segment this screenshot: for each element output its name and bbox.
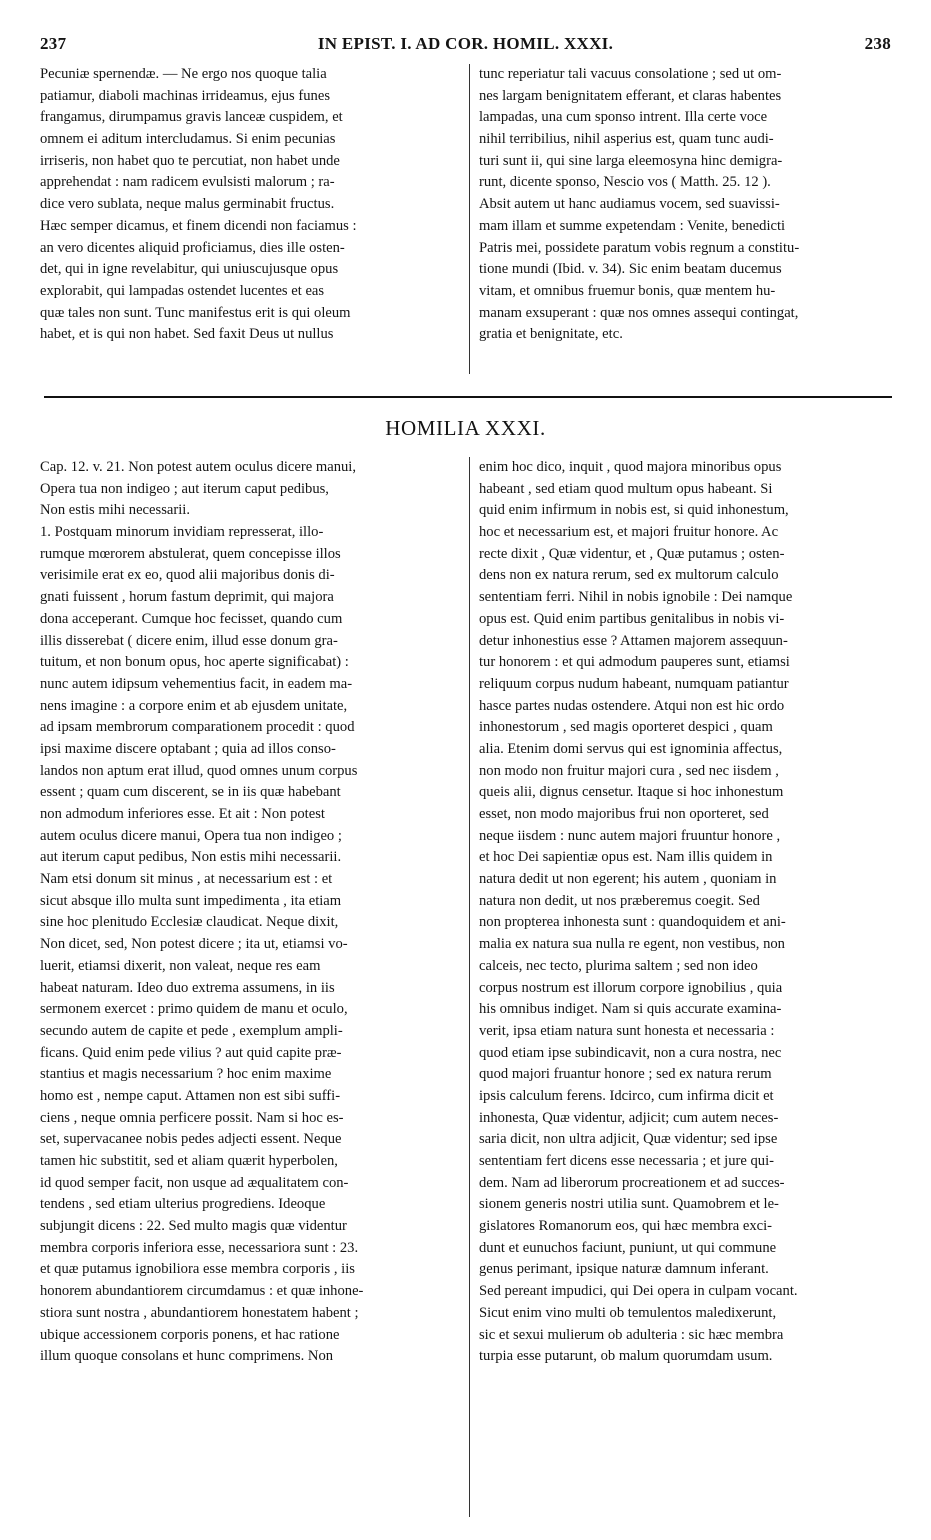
text-line: genus perimant, ipsique naturæ damnum inferant. [479, 1261, 769, 1278]
text-line: hoc et necessarium est, et majori fruitur honore. Ac [479, 524, 779, 541]
text-line: illis disserebat ( dicere enim, illud esse donum gra- [40, 632, 338, 649]
text-line: non modo non fruitur majori cura , sed nec iisdem , [479, 762, 779, 779]
text-line: et quæ putamus ignobiliora esse membra corporis , iis [40, 1261, 355, 1278]
text-line: nes largam benignitatem efferant, et claras habentes [479, 87, 782, 104]
text-line: membra corporis inferiora esse, necessariora sunt : 23. [40, 1239, 359, 1256]
text-line: malia ex natura sua nulla re egent, non vestibus, non [479, 936, 785, 953]
text-line: essent ; quam cum discerent, se in iis quæ habebant [40, 784, 341, 801]
text-line: quod majori fruantur honore ; sed ex natura rerum [479, 1066, 772, 1083]
text-line: nihil terribilius, nihil asperius est, quam tunc audi- [479, 131, 774, 148]
text-line: queis alii, dignus censetur. Itaque si hoc inhonestum [479, 784, 784, 801]
text-line: nunc autem idipsum vehementius facit, in eadem ma- [40, 675, 353, 692]
text-line: sine hoc plenitudo Ecclesiæ claudicat. Neque dixit, [40, 914, 339, 931]
text-line: set, supervacanee nobis pedes adjecti essent. Neque [40, 1131, 342, 1148]
text-line: neque iisdem : nunc autem majori fruuntur honore , [479, 827, 781, 844]
text-line: gratia et benignitate, etc. [479, 326, 623, 343]
column-divider-top [469, 64, 470, 374]
text-line: dens non ex natura rerum, sed ex multorum calculo [479, 567, 779, 584]
text-line: illum quoque consolans et hunc comprimens. Non [40, 1348, 334, 1365]
text-line: Patris mei, possidete paratum vobis regnum a constitu- [479, 239, 800, 256]
text-line: non admodum inferiores esse. Et ait : Non potest [40, 806, 325, 822]
text-line: autem oculus dicere manui, Opera tua non indigeo ; [40, 827, 342, 844]
text-line: sicut absque illo multa sunt impedimenta , ita etiam [40, 892, 342, 909]
text-line: turi sunt ii, qui sine larga eleemosyna hinc demigra- [479, 152, 783, 169]
text-line: Pecuniæ spernendæ. — Ne ergo nos quoque talia [40, 66, 327, 82]
text-line: his omnibus indiget. Nam si quis accurate examina- [479, 1001, 782, 1018]
text-line: Cap. 12. v. 21. Non potest autem oculus dicere manui, [40, 459, 356, 475]
text-line: ipsi maxime discere optabant ; quia ad illos conso- [40, 740, 336, 757]
text-line: dona acceperant. Cumque hoc fecisset, quando cum [40, 610, 343, 627]
running-title: IN EPIST. I. AD COR. HOMIL. XXXI. [317, 34, 614, 53]
text-line: habeant , sed etiam quod multum opus habeant. Si [479, 480, 773, 497]
text-line: gislatores Romanorum eos, qui hæc membra exci- [479, 1218, 773, 1235]
text-line: inhonestorum , sed magis oporteret despici , quam [479, 719, 773, 736]
text-line: tendens , sed etiam ulterius progrediens. Ideoque [40, 1196, 326, 1213]
running-header [40, 34, 891, 58]
text-line: ubique accessionem corporis ponens, et hac ratione [40, 1326, 340, 1343]
text-line: omnem ei aditum intercludamus. Si enim pecunias [40, 131, 336, 148]
text-line: tione mundi (Ibid. v. 34). Sic enim beatam ducemus [479, 261, 782, 278]
text-line: tamen hic substitit, sed et aliam quærit hyperbolen, [40, 1153, 338, 1169]
text-line: frangamus, dirumpamus gravis lanceæ cuspidem, et [40, 109, 343, 126]
page-number-left: 237 [40, 34, 67, 53]
text-line: dem. Nam ad liberorum procreationem et ad succes- [479, 1174, 785, 1191]
text-line: tur honorem : et qui admodum pauperes sunt, etiamsi [479, 654, 790, 671]
text-line: ciens , neque omnia perficere possit. Nam si hoc es- [40, 1109, 344, 1126]
text-line: vitam, et omnibus fruemur bonis, quæ mentem hu- [479, 282, 776, 299]
text-line: habet, et is qui non habet. Sed faxit Deus ut nullus [40, 326, 334, 343]
text-line: landos non aptum erat illud, quod omnes unum corpus [40, 762, 358, 779]
text-line: 1. Postquam minorum invidiam represserat, illo- [40, 524, 324, 541]
text-line: sententiam ferri. Nihil in nobis ignobile : Dei namque [479, 589, 793, 606]
text-line: verisimile erat ex eo, quod alii majoribus donis di- [40, 567, 335, 584]
text-line: patiamur, diaboli machinas irrideamus, ejus funes [40, 87, 330, 104]
text-line: Sed pereant impudici, qui Dei opera in culpam vocant. [479, 1283, 798, 1300]
text-line: quod etiam ipse subindicavit, non a cura nostra, nec [479, 1044, 782, 1061]
section-divider [44, 396, 892, 398]
text-line: gnati fuissent , horum fastum deprimit, qui majora [40, 589, 334, 606]
column-top-right [479, 64, 893, 346]
text-line: luerit, etiamsi dixerit, non valeat, neque res eam [40, 957, 321, 974]
text-line: ficans. Quid enim pede vilius ? aut quid capite præ- [40, 1044, 342, 1061]
column-divider-bottom [469, 457, 470, 1517]
text-line: manam exsuperant : quæ nos omnes assequi contingat, [479, 304, 799, 321]
page-number-right: 238 [864, 34, 891, 53]
text-line: opus est. Quid enim partibus genitalibus in nobis vi- [479, 610, 785, 627]
text-line: Opera tua non indigeo ; aut iterum caput pedibus, [40, 480, 329, 497]
text-line: dice vero sublata, neque malus germinabit fructus. [40, 196, 335, 213]
text-line: verit, ipsa etiam natura sunt honesta et necessaria : [479, 1022, 775, 1039]
text-line: corpus nostrum est illorum corpore ignobilius , quia [479, 979, 783, 996]
homily-title: HOMILIA XXXI. [385, 416, 546, 440]
text-line: nens imagine : a corpore enim et ab ejusdem unitate, [40, 697, 348, 714]
text-line: stiora sunt nostra , abundantiorem honestatem habent ; [40, 1304, 359, 1321]
text-line: natura dedit ut non egerent; his autem , quoniam in [479, 871, 777, 888]
text-line: alia. Etenim domi servus qui est ignominia affectus, [479, 740, 783, 757]
text-line: et hoc Dei sapientiæ opus est. Nam illis quidem in [479, 849, 773, 866]
text-line: natura non dedit, ut nos præberemus coegit. Sed [479, 892, 760, 909]
text-line: ad ipsam membrorum comparationem procedit : quod [40, 719, 355, 736]
text-line: homo est , nempe caput. Attamen non est sibi suffi- [40, 1087, 341, 1104]
text-line: sic et sexui mulierum ob adulteria : sic hæc membra [479, 1326, 784, 1343]
text-line: tuitum, et non bonum opus, hoc aperte significabat) : [40, 654, 349, 671]
text-line: sermonem exercet : primo quidem de manu et oculo, [40, 1001, 348, 1018]
text-line: det, qui in igne revelabitur, qui uniuscujusque opus [40, 261, 339, 278]
column-bottom-left [40, 457, 460, 1368]
text-line: hasce partes nudas ostendere. Atqui non est hic ordo [479, 697, 785, 714]
text-line: an vero dicentes aliquid proficiamus, dies ille osten- [40, 239, 345, 256]
text-line: subjungit dicens : 22. Sed multo magis quæ videntur [40, 1218, 347, 1235]
text-line: irriseris, non habet quo te percutiat, non habet unde [40, 152, 340, 169]
text-line: quæ tales non sunt. Tunc manifestus erit is qui oleum [40, 304, 351, 321]
text-line: Hæc semper dicamus, et finem dicendi non faciamus : [40, 217, 357, 234]
text-line: non propterea inhonesta sunt : quandoquidem et ani- [479, 914, 786, 931]
text-line: tunc reperiatur tali vacuus consolatione ; sed ut om- [479, 66, 782, 82]
text-line: turpia esse putarunt, ob malum quorumdam usum. [479, 1348, 773, 1365]
text-line: Nam etsi donum sit minus , at necessarium est : et [40, 871, 333, 888]
text-line: quid enim infirmum in nobis est, si quid inhonestum, [479, 502, 789, 519]
text-line: aut iterum caput pedibus, Non estis mihi necessarii. [40, 849, 342, 866]
text-line: ipsis calculum ferens. Idcirco, cum infirma dicit et [479, 1087, 774, 1104]
column-bottom-right [479, 457, 893, 1368]
text-line: enim hoc dico, inquit , quod majora minoribus opus [479, 459, 782, 475]
text-line: recte dixit , Quæ videntur, et , Quæ putamus ; osten- [479, 545, 785, 562]
text-line: secundo autem de capite et pede , exemplum ampli- [40, 1022, 343, 1039]
text-line: reliquum corpus nudum habeant, numquam patiantur [479, 675, 789, 692]
text-line: apprehendat : nam radicem evulsisti malorum ; ra- [40, 174, 335, 191]
text-line: stantius et magis necessarium ? hoc enim maxime [40, 1066, 332, 1083]
text-line: explorabit, qui lampadas ostendet lucentes et eas [40, 282, 325, 299]
column-top-left [40, 64, 460, 346]
text-line: sententiam fert dicens esse necessaria ; et jure qui- [479, 1153, 774, 1169]
text-line: dunt et eunuchos faciunt, puniunt, ut qui commune [479, 1239, 777, 1256]
text-line: detur inhonestius esse ? Attamen majorem assequun- [479, 632, 788, 649]
text-line: esset, non modo majoribus frui non oporteret, sed [479, 806, 769, 822]
text-line: honorem abundantiorem circumdamus : et quæ inhone- [40, 1283, 364, 1300]
text-line: sionem generis nostri utilia sunt. Quamobrem et le- [479, 1196, 779, 1213]
text-line: lampadas, una cum sponso intrent. Illa certe voce [479, 109, 768, 126]
text-line: Non dicet, sed, Non potest dicere ; ita ut, etiamsi vo- [40, 936, 348, 953]
text-line: rumque mœrorem abstulerat, quem concepisse illos [40, 545, 341, 562]
text-line: Absit autem ut hanc audiamus vocem, sed suavissi- [479, 196, 780, 213]
text-line: mam illam et summe expetendam : Venite, benedicti [479, 217, 786, 234]
text-line: id quod semper facit, non usque ad æqualitatem con- [40, 1174, 349, 1191]
text-line: Sicut enim vino multi ob temulentos maledixerunt, [479, 1304, 777, 1321]
text-line: inhonesta, Quæ videntur, adjicit; cum autem neces- [479, 1109, 779, 1126]
text-line: habeat naturam. Ideo duo extrema assumens, in iis [40, 979, 335, 996]
text-line: saria dicit, non ultra adjicit, Quæ videntur; sed ipse [479, 1131, 778, 1148]
text-line: calceis, nec tecto, plurima saltem ; sed non ideo [479, 957, 758, 974]
text-line: runt, dicente sponso, Nescio vos ( Matth. 25. 12 ). [479, 174, 771, 191]
text-line: Non estis mihi necessarii. [40, 502, 190, 519]
